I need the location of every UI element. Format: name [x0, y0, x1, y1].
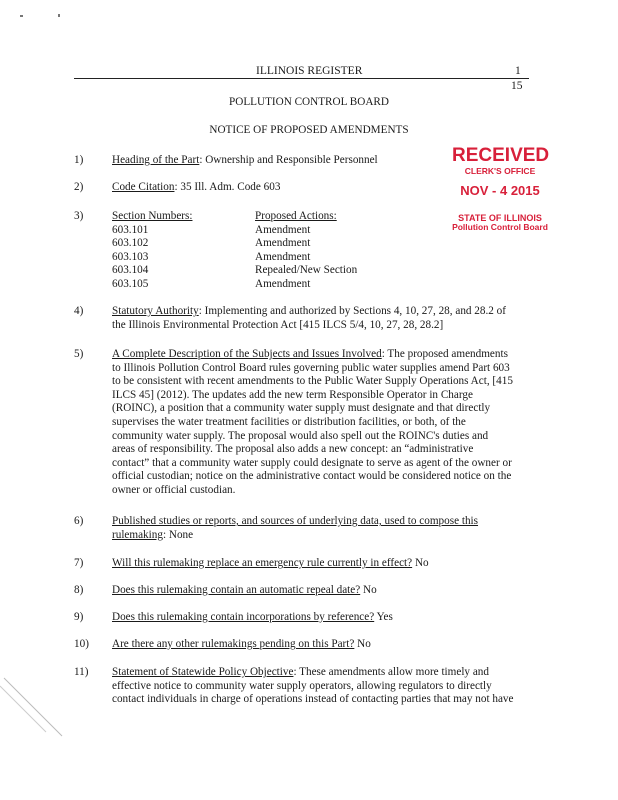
section-number: 603.103	[112, 250, 149, 263]
item-text: : 35 Ill. Adm. Code 603	[174, 181, 281, 193]
item-text: ILCS 45] (2012). The updates add the new term Responsible Operator in Charge	[112, 388, 473, 401]
proposed-action: Repealed/New Section	[255, 264, 358, 277]
item-text: areas of responsibility. The proposal also adds a new concept: an “administrative	[112, 443, 474, 456]
header-rule	[74, 78, 529, 79]
item-label: Are there any other rulemakings pending on this Part?	[112, 638, 355, 650]
page-number: 1	[515, 65, 521, 77]
item-answer: No	[360, 584, 377, 596]
item-heading-of-part	[112, 154, 542, 168]
proposed-action: Amendment	[255, 250, 311, 263]
item-answer: No	[412, 557, 429, 569]
item-label: Code Citation	[112, 181, 175, 193]
item-label: Published studies or reports, and sources of underlying data, used to compose this	[112, 515, 479, 527]
notice-title: NOTICE OF PROPOSED AMENDMENTS	[209, 124, 409, 136]
stamp-date: NOV - 4 2015	[460, 183, 540, 198]
item-label: A Complete Description of the Subjects and Issues Involved	[112, 348, 382, 360]
item-label: Heading of the Part	[112, 154, 200, 166]
item-number: 4)	[74, 305, 84, 317]
proposed-actions-column	[255, 210, 357, 292]
item-pending-rulemakings	[112, 638, 542, 652]
item-description	[112, 348, 542, 498]
item-label: Does this rulemaking contain incorporations by reference?	[112, 611, 375, 623]
item-statutory-authority	[112, 305, 542, 332]
item-text: official custodian; notice on the administrative contact would be considered notice on the	[112, 470, 512, 483]
item-answer: : None	[162, 528, 194, 541]
section-number: 603.104	[112, 264, 149, 277]
stamp-received: RECEIVED	[452, 145, 550, 166]
item-code-citation	[112, 181, 542, 195]
item-answer: Yes	[374, 611, 393, 623]
item-text: the Illinois Environmental Protection Act [415 ILCS 5/4, 10, 27, 28, 28.2]	[112, 318, 444, 331]
item-number: 1)	[74, 154, 84, 166]
item-text: contact” that a community water supply could designate to serve as agent of the owner or	[112, 456, 512, 469]
item-number: 6)	[74, 515, 84, 527]
stamp-board: Pollution Control Board	[452, 222, 548, 232]
item-label: Statutory Authority	[112, 305, 199, 317]
proposed-action: Amendment	[255, 277, 311, 290]
item-text: to Illinois Pollution Control Board rules governing public water supplies amend Part 603	[112, 361, 510, 374]
item-number: 2)	[74, 181, 84, 193]
item-automatic-repeal	[112, 584, 542, 598]
section-numbers-column	[112, 210, 192, 292]
stamp-office: CLERK'S OFFICE	[464, 166, 536, 176]
item-number: 11)	[74, 666, 89, 678]
item-published-studies	[112, 515, 542, 542]
item-number: 7)	[74, 557, 84, 569]
register-title: ILLINOIS REGISTER	[256, 65, 363, 77]
item-number: 9)	[74, 611, 84, 623]
item-number: 3)	[74, 210, 84, 222]
item-number: 5)	[74, 348, 84, 360]
section-number: 603.105	[112, 277, 149, 290]
item-text: owner or official custodian.	[112, 483, 236, 496]
item-number: 8)	[74, 584, 84, 596]
item-label: Does this rulemaking contain an automatic repeal date?	[112, 584, 361, 596]
scan-artifact	[0, 670, 70, 740]
section-number: 603.101	[112, 223, 149, 236]
item-label: Statement of Statewide Policy Objective	[112, 666, 294, 678]
item-text: to be consistent with recent amendments to the Public Water Supply Operations Act, [415	[112, 375, 513, 388]
item-label: Will this rulemaking replace an emergency rule currently in effect?	[112, 557, 413, 569]
proposed-actions-header: Proposed Actions:	[255, 210, 337, 222]
page-number-secondary: 15	[511, 80, 523, 92]
item-text: (ROINC), a position that a community water supply must designate and that directly	[112, 402, 491, 415]
item-text: : The proposed amendments	[381, 348, 508, 360]
proposed-action: Amendment	[255, 237, 311, 250]
item-text: effective notice to community water supply operators, allowing regulators to directly	[112, 679, 492, 692]
section-number: 603.102	[112, 237, 149, 250]
item-number: 10)	[74, 638, 89, 650]
item-emergency-rule	[112, 557, 542, 571]
item-text: supervises the water treatment facilities or distribution facilities, or both, of the	[112, 415, 466, 428]
item-label: rulemaking	[112, 528, 163, 541]
board-title: POLLUTION CONTROL BOARD	[229, 96, 389, 108]
section-numbers-header: Section Numbers:	[112, 210, 193, 222]
item-incorporations	[112, 611, 542, 625]
scan-speck	[58, 14, 60, 17]
stamp-state: STATE OF ILLINOIS	[458, 213, 542, 223]
item-text: : Implementing and authorized by Sections 4, 10, 27, 28, and 28.2 of	[198, 305, 506, 317]
scan-speck	[20, 15, 23, 17]
item-text: : Ownership and Responsible Personnel	[199, 154, 378, 166]
item-text: community water supply. The proposal would also spell out the ROINC's duties and	[112, 429, 489, 442]
item-text: contact individuals in charge of operations instead of contacting parties that may not have	[112, 693, 514, 706]
proposed-action: Amendment	[255, 223, 311, 236]
item-answer: No	[354, 638, 371, 650]
item-policy-objective	[112, 666, 542, 707]
item-text: : These amendments allow more timely and	[293, 666, 489, 678]
